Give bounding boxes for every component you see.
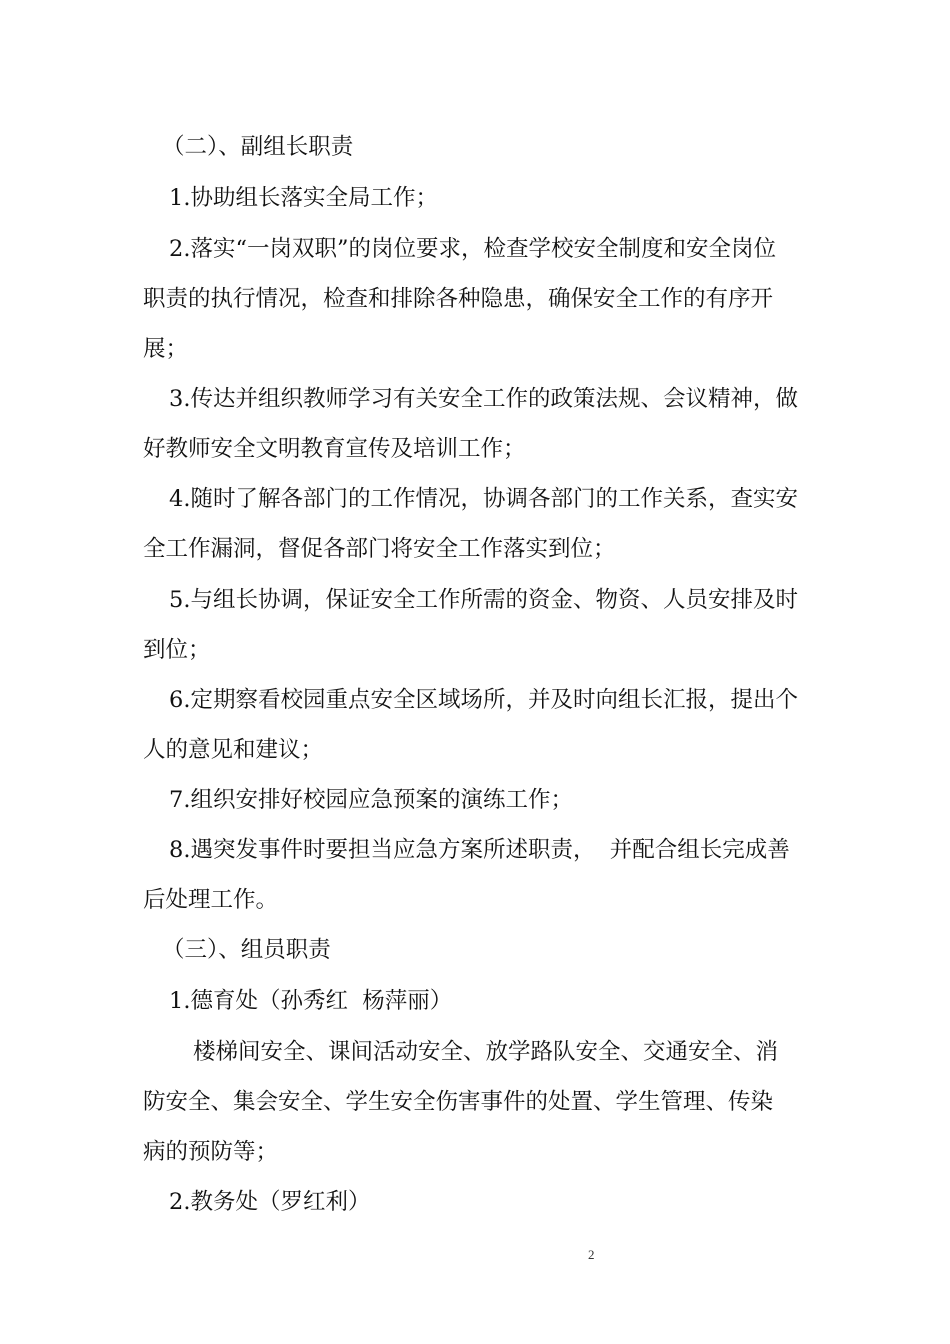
paragraph-line: 1.德育处（孙秀红 杨萍丽） — [169, 988, 453, 1014]
paragraph-line: 展； — [143, 336, 189, 362]
paragraph-line: 7.组织安排好校园应急预案的演练工作； — [169, 787, 573, 813]
paragraph-line: 防安全、集会安全、学生安全伤害事件的处置、学生管理、传染 — [143, 1089, 774, 1115]
paragraph-line: 楼梯间安全、课间活动安全、放学路队安全、交通安全、消 — [193, 1039, 779, 1065]
section-heading-deputy-leader: （二）、副组长职责 — [162, 134, 354, 160]
paragraph-line: 3.传达并组织教师学习有关安全工作的政策法规、会议精神，做 — [169, 386, 798, 412]
paragraph-line: 8.遇突发事件时要担当应急方案所述职责， 并配合组长完成善 — [169, 837, 790, 863]
paragraph-line: 好教师安全文明教育宣传及培训工作； — [143, 436, 526, 462]
paragraph-line: 职责的执行情况，检查和排除各种隐患，确保安全工作的有序开 — [143, 286, 774, 312]
paragraph-line: 6.定期察看校园重点安全区域场所，并及时向组长汇报，提出个 — [169, 687, 798, 713]
paragraph-line: 全工作漏洞，督促各部门将安全工作落实到位； — [143, 536, 616, 562]
section-heading-members: （三）、组员职责 — [162, 937, 331, 963]
paragraph-line: 1.协助组长落实全局工作； — [169, 185, 438, 211]
paragraph-line: 到位； — [143, 637, 211, 663]
paragraph-line: 4.随时了解各部门的工作情况，协调各部门的工作关系，查实安 — [169, 486, 798, 512]
paragraph-line: 人的意见和建议； — [143, 737, 324, 763]
paragraph-line: 5.与组长协调，保证安全工作所需的资金、物资、人员安排及时 — [169, 587, 798, 613]
paragraph-line: 2.教务处（罗红利） — [169, 1189, 371, 1215]
paragraph-line: 2.落实“一岗双职”的岗位要求，检查学校安全制度和安全岗位 — [169, 236, 776, 262]
page-number: 2 — [588, 1247, 595, 1262]
paragraph-line: 病的预防等； — [143, 1139, 279, 1165]
paragraph-line: 后处理工作。 — [143, 887, 279, 913]
